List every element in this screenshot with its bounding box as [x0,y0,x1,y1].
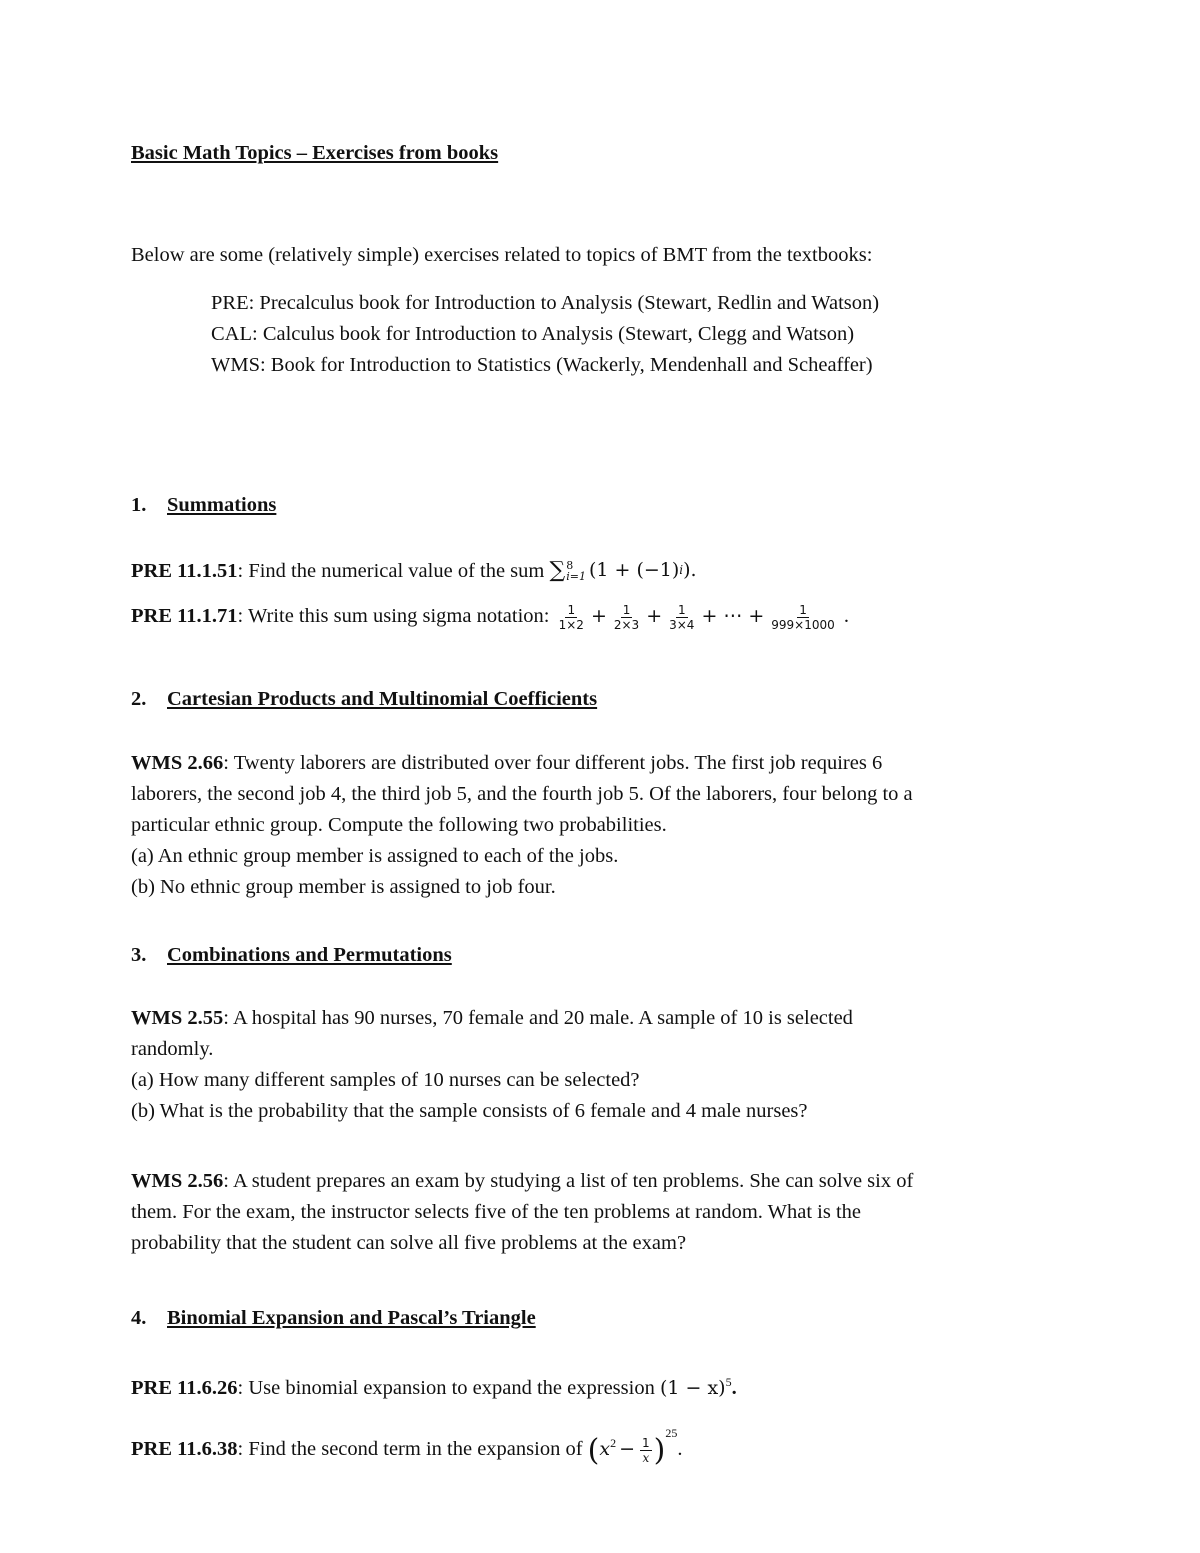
book-list [211,288,879,381]
exercise-ref: PRE 11.1.51 [131,560,238,582]
section-title: Cartesian Products and Multinomial Coefficients [167,688,598,710]
exercise-wms-2-66 [131,748,913,903]
sum-base: 1 + (−1) [596,559,680,581]
exercise-wms-2-56 [131,1166,913,1259]
sigma-symbol: ∑ [549,558,566,583]
exercise-pre-11-6-26: PRE 11.6.26: Use binomial expansion to expand the expression $(1 - x)^5$. [131,1375,737,1399]
fraction-3: $\frac{1}{3\times 4}$ [669,602,695,632]
minus-sign: − [619,1438,636,1460]
section-2-heading [131,684,597,715]
book-cal: CAL: Calculus book for Introduction to Analysis (Stewart, Clegg and Watson) [211,323,855,345]
section-number: 2. [131,688,147,710]
fraction-one-over-x: $\frac{1}{x}$ [642,1435,650,1465]
exercise-part-b: (b) No ethnic group member is assigned to job four. [131,876,556,898]
variable: x [599,1438,611,1460]
book-wms: WMS: Book for Introduction to Statistics (Wackerly, Mendenhall and Scheaffer) [211,354,873,376]
expression: (1 − x) [659,1376,726,1399]
exercise-line: them. For the exam, the instructor selects five of the ten problems at random. What is the [131,1201,862,1223]
ellipsis: ⋯ [723,605,743,627]
exercise-text: : Find the second term in the expansion of [237,1438,588,1460]
exercise-pre-11-1-71: PRE 11.1.71: Write this sum using sigma notation: $\frac{1}{1\times 2}$ + $\frac{1}{2\times 3}$ + $\frac{1}{3\times 4}$ + ⋯ + $\frac{1}{999\times 1000}$ . [131,602,850,632]
sum-exponent: i [679,563,684,577]
document-title [131,138,498,169]
exercise-line: : A hospital has 90 nurses, 70 female and 20 male. A sample of 10 is selected [223,1007,853,1029]
sum-lower: i=1 [566,569,586,583]
exercise-pre-11-1-51 [131,555,697,587]
exercise-line: : Twenty laborers are distributed over four different jobs. The first job requires 6 [223,752,883,774]
exercise-text: : Use binomial expansion to expand the expression [237,1376,660,1399]
section-title: Summations [167,494,277,516]
title-text: Basic Math Topics – Exercises from books [131,142,499,164]
exercise-ref: PRE 11.6.26 [131,1376,238,1399]
exercise-ref: WMS 2.66 [131,752,224,774]
exercise-part-a: (a) An ethnic group member is assigned to each of the jobs. [131,845,619,867]
exercise-part-b: (b) What is the probability that the sample consists of 6 female and 4 male nurses? [131,1100,808,1122]
section-1-heading [131,490,276,521]
exercise-line: laborers, the second job 4, the third job 5, and the fourth job 5. Of the laborers, four belong to a [131,783,913,805]
exercise-line: particular ethnic group. Compute the following two probabilities. [131,814,667,836]
section-3-heading [131,940,452,971]
exercise-ref: WMS 2.55 [131,1007,224,1029]
expression-exponent: 5 [725,1375,732,1389]
power-exponent: 25 [665,1426,678,1440]
fraction-1: $\frac{1}{1\times 2}$ [558,602,584,632]
exercise-part-a: (a) How many different samples of 10 nurses can be selected? [131,1069,640,1091]
exercise-wms-2-55 [131,1003,853,1127]
sum-upper: 8 [566,558,574,572]
exercise-text: : Write this sum using sigma notation: [237,605,555,627]
book-pre: PRE: Precalculus book for Introduction to Analysis (Stewart, Redlin and Watson) [211,292,880,314]
exercise-pre-11-6-38: PRE 11.6.38: Find the second term in the expansion of ($x^2$ − $\frac{1}{x}$ )$^{25}$. [131,1426,683,1468]
exercise-line: probability that the student can solve all five problems at the exam? [131,1232,687,1254]
section-4-heading [131,1303,536,1334]
section-title: Combinations and Permutations [167,944,452,966]
exercise-ref: PRE 11.1.71 [131,605,238,627]
exercise-text: : Find the numerical value of the sum [237,560,550,582]
section-number: 3. [131,944,147,966]
section-number: 4. [131,1307,147,1329]
section-title: Binomial Expansion and Pascal’s Triangle [167,1307,536,1329]
exercise-ref: PRE 11.6.38 [131,1438,238,1460]
variable-exponent: 2 [610,1436,617,1451]
exercise-ref: WMS 2.56 [131,1170,224,1192]
intro-paragraph: Below are some (relatively simple) exercises related to topics of BMT from the textbooks: [131,244,873,266]
section-number: 1. [131,494,147,516]
fraction-last: $\frac{1}{999\times 1000}$ [771,602,835,632]
exercise-line: : A student prepares an exam by studying a list of ten problems. She can solve six of [223,1170,914,1192]
sum-expression: ∑ 8 i=1 ( 1 + (−1) i ). [549,555,696,586]
exercise-line: randomly. [131,1038,214,1060]
fraction-2: $\frac{1}{2\times 3}$ [613,602,640,632]
